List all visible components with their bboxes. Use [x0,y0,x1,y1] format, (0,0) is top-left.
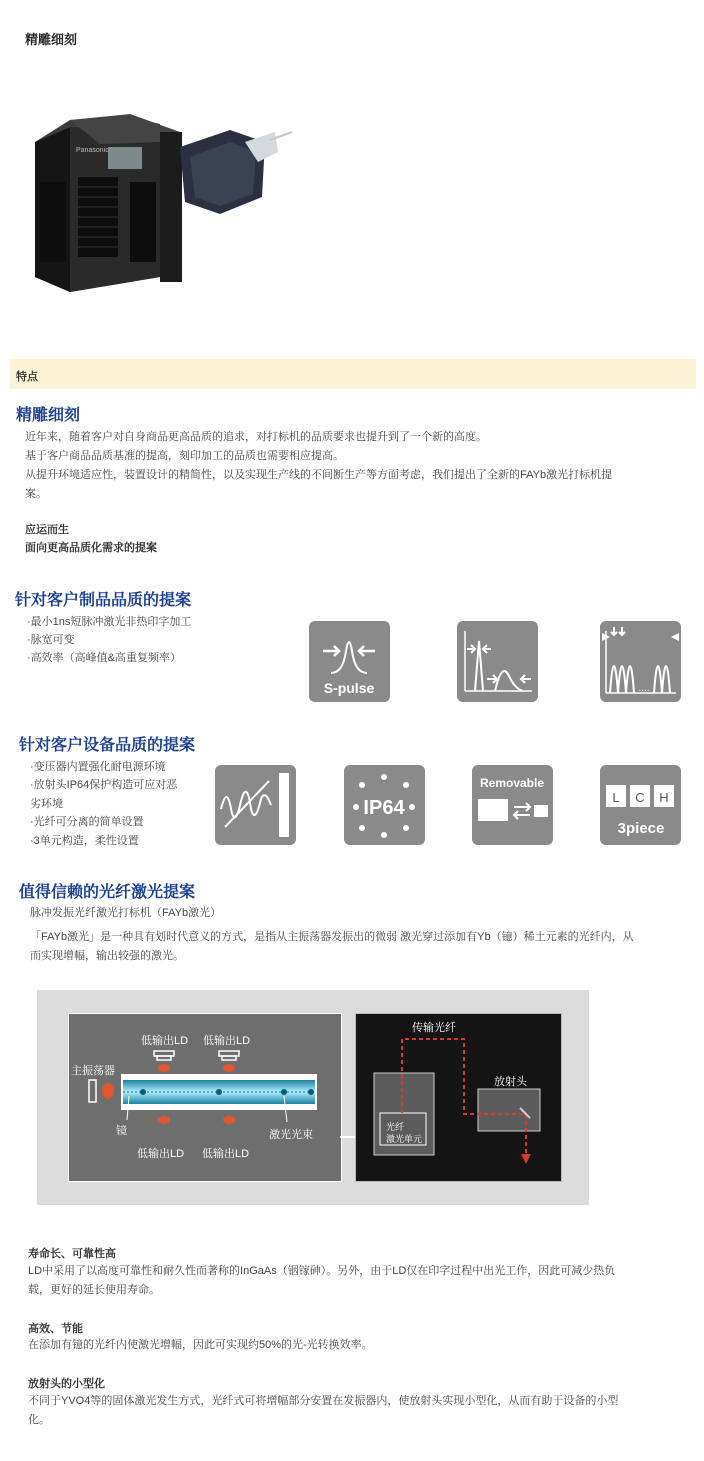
noise-resistant-icon [215,765,296,845]
intro-heading: 精雕细刻 [16,407,81,424]
removable-icon [472,765,553,845]
ip64-icon [344,765,425,845]
intro-sub1: 应运而生 [25,524,69,536]
ld-label: 低输出LD [202,1148,250,1160]
intro-line: 案。 [25,488,47,500]
mirror-label: 镜 [116,1125,127,1137]
ip64-label: IP64 [363,797,405,819]
ld-label: 低输出LD [137,1148,185,1160]
quality-heading: 针对客户制品品质的提案 [15,592,192,609]
transmit-fiber-label: 传输光纤 [412,1022,456,1034]
list-item: ·变压器内置强化耐电源环境 [30,761,166,773]
intro-sub2: 面向更高品质化需求的提案 [25,542,157,554]
svg-text:L: L [612,790,620,805]
svg-text:H: H [659,790,669,805]
device-list [30,758,200,850]
laser-marker-product-image [30,102,295,302]
fiber-desc: 「FAYb激光」是一种具有划时代意义的方式，是指从主振荡器发振出的微弱 激光穿过添加有Yb（镱）稀土元素的光纤内，从 而实现增幅，输出较强的激光。 [30,931,634,962]
list-item: ·最小1ns短脉冲激光非热印字加工 [27,616,192,628]
quality-list [27,613,191,667]
list-item: ·脉宽可变 [27,634,75,646]
3piece-icon [600,765,681,845]
main-oscillator-label: 主振荡器 [71,1065,115,1077]
removable-label: Removable [479,776,545,790]
pulse-width-icon [457,621,538,702]
s-pulse-label: S-pulse [323,680,375,696]
benefit-title: 放射头的小型化 [28,1378,105,1390]
system-panel [355,1013,562,1182]
ld-label: 低输出LD [141,1035,189,1047]
list-item: ·高效率（高峰值&高重复频率） [27,652,181,664]
intro-line: 近年来，随着客户对自身商品更高品质的追求，对打标机的品质要求也提升到了一个新的高度。 [25,431,487,443]
fiber-line1: 脉冲发振光纤激光打标机（FAYb激光） [30,907,222,919]
device-heading: 针对客户设备品质的提案 [19,737,196,754]
intro-line: 基于客户商品品质基准的提高，刻印加工的品质也需要相应提高。 [25,450,344,462]
ld-label: 低输出LD [203,1035,251,1047]
benefit-text: 不同于YVO4等的固体激光发生方式，光纤式可将增幅部分安置在发振器内，使放射头实现小型化，从而有助于设备的小型 化。 [28,1395,619,1426]
list-item: ·3单元构造，柔性设置 [30,834,139,847]
svg-text:....: .... [638,683,650,694]
emit-head-label: 放射头 [494,1076,527,1088]
laser-beam-label: 激光光束 [269,1129,313,1141]
benefit-title: 高效、节能 [28,1323,83,1335]
list-item: ·光纤可分离的简单设置 [30,816,144,829]
list-item: 劣环境 [30,797,63,810]
3piece-label: 3piece [617,820,665,837]
list-item: ·放射头IP64保护构造可应对恶 [30,779,178,792]
laser-unit-label: 激光单元 [386,1134,423,1144]
benefit-title: 寿命长、可靠性高 [28,1248,116,1260]
page-title: 精雕细刻 [25,32,78,47]
benefit-text: LD中采用了以高度可靠性和耐久性而著称的InGaAs（铟镓砷）。另外，由于LD仅在印字过程中出光工作，因此可减少热负 载，更好的延长使用寿命。 [28,1265,616,1296]
fiber-heading: 值得信赖的光纤激光提案 [19,884,196,901]
oscillator-panel [68,1013,342,1182]
svg-text:C: C [635,790,645,805]
intro-text [25,428,695,504]
fiber-label: 光纤 [386,1122,405,1132]
brand-logo: Panasonic [76,147,109,154]
feature-bar-label: 特点 [16,371,38,383]
feature-bar [10,359,696,389]
intro-line: 从提升环境适应性，装置设计的精简性，以及实现生产线的不间断生产等方面考虑，我们提出了全新的FAYb激光打标机提 [25,469,613,481]
benefit-text: 在添加有镱的光纤内使激光增幅，因此可实现约50%的光-光转换效率。 [28,1339,373,1351]
high-efficiency-icon [600,621,681,702]
s-pulse-icon [309,621,390,702]
